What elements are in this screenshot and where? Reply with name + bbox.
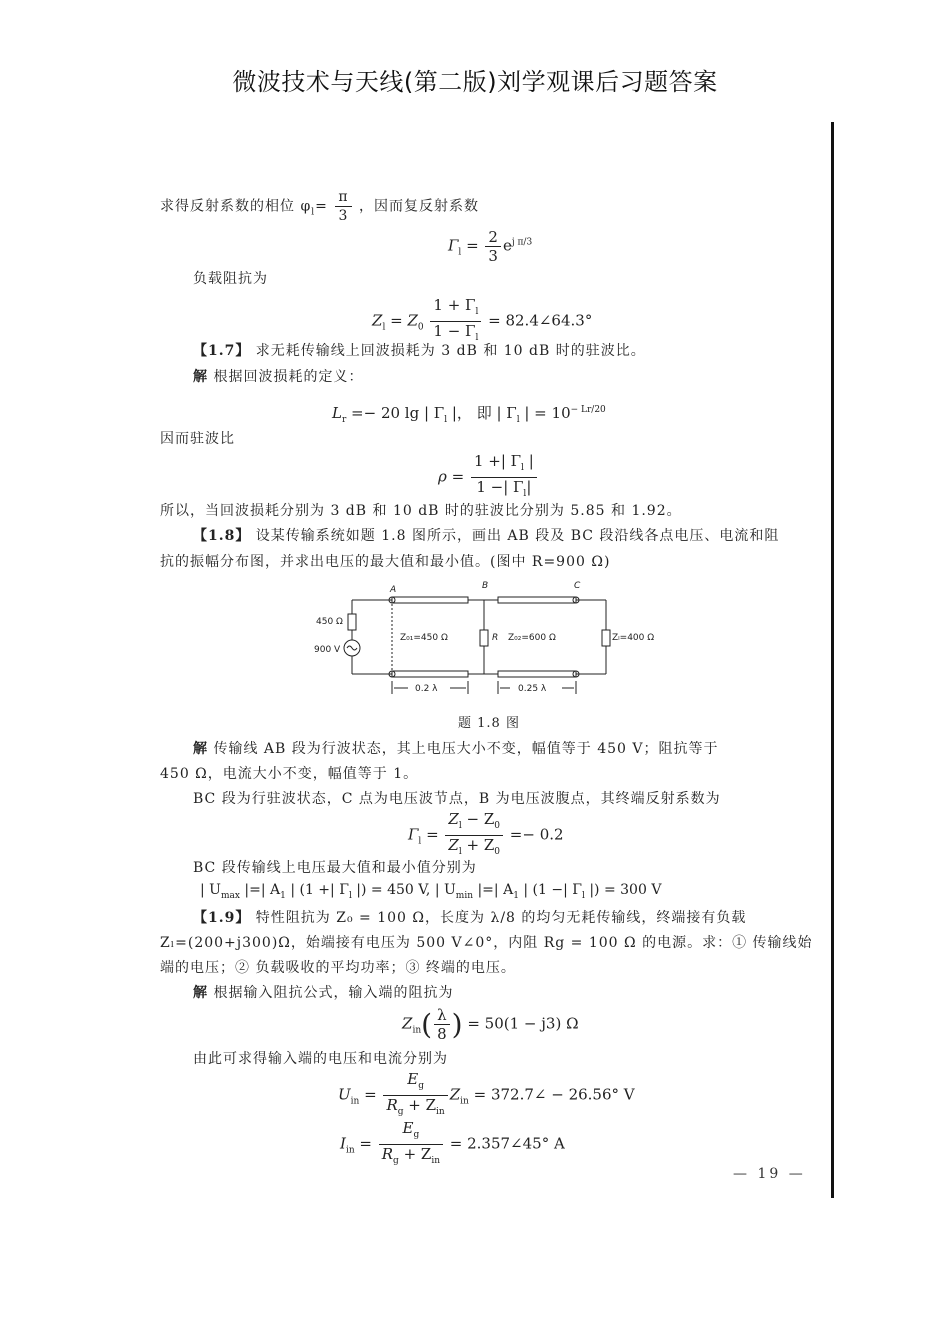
text-line: 450 Ω，电流大小不变，幅值等于 1。 xyxy=(160,766,419,782)
text-line: 抗的振幅分布图，并求出电压的最大值和最小值。(图中 R=900 Ω) xyxy=(160,554,611,570)
equation-input-current: $I_{in}$ = $\frac{E_g}{R_g + Z_{in}}$ = 2.357∠45° A xyxy=(340,1119,565,1166)
right-margin-rule xyxy=(831,122,834,1198)
page-header: 微波技术与天线(第二版)刘学观课后习题答案 xyxy=(232,68,718,96)
question-1-9: 【1.9】 特性阻抗为 Z₀ = 100 Ω，长度为 λ/8 的均匀无耗传输线，终端接有负载 xyxy=(193,910,747,926)
question-1-8: 【1.8】 设某传输系统如题 1.8 图所示，画出 AB 段及 BC 段沿线各点电压、电流和阻 xyxy=(193,528,780,544)
transmission-line-circuit-diagram xyxy=(312,578,662,698)
node-c-label: C xyxy=(574,581,581,591)
z02-label: Z₀₂=600 Ω xyxy=(508,633,556,643)
text-line: 求得反射系数的相位 $\varphi_l=$ $\frac{\pi}{3}$ ，因而复反射系数 xyxy=(160,189,479,224)
text-line: BC 段为行驻波状态，C 点为电压波节点，B 为电压波腹点，其终端反射系数为 xyxy=(193,791,721,807)
solution-1-7: 解 根据回波损耗的定义： xyxy=(193,369,364,385)
text-line: 所以，当回波损耗分别为 3 dB 和 10 dB 时的驻波比分别为 5.85 和 1.92。 xyxy=(160,503,682,519)
equation-voltage-max-min: | $U_{max}$ |=| $A_1$ | (1 +| $\Gamma_l$ |) = 450 V, | $U_{min}$ |=| $A_1$ | (1 −| $\Gamma_l$ |) = 300 V xyxy=(200,882,662,901)
source-resistance-label: 450 Ω xyxy=(316,617,343,627)
zl-label: Zₗ=400 Ω xyxy=(612,633,655,643)
question-1-7: 【1.7】 求无耗传输线上回波损耗为 3 dB 和 10 dB 时的驻波比。 xyxy=(193,343,646,359)
text-line: BC 段传输线上电压最大值和最小值分别为 xyxy=(193,860,477,876)
equation-input-impedance: $Z_{in}$( $\frac{\lambda}{8}$ ) = 50(1 − j3) Ω xyxy=(402,1006,579,1043)
z01-label: Z₀₁=450 Ω xyxy=(400,633,448,643)
equation-load-impedance: $Z_l = Z_0$ $\frac{1 + \Gamma_l}{1 - \Gamma_l}$ = 82.4∠64.3° xyxy=(372,296,593,343)
equation-reflection-bc: $\Gamma_l$ = $\frac{Z_l - Z_0}{Z_l + Z_0}$ =− 0.2 xyxy=(408,810,564,857)
text-line: Zₗ=(200+j300)Ω，始端接有电压为 500 V∠0°，内阻 Rg = 100 Ω 的电源。求：① 传输线始 xyxy=(160,935,813,951)
node-a-label: A xyxy=(390,585,397,595)
text-line: 因而驻波比 xyxy=(160,431,235,447)
equation-return-loss: $L_r =- 20$ lg | $\Gamma_l$ |， 即 | $\Gamma_l$ | = $10^{- Lr/20}$ xyxy=(332,404,606,425)
figure-caption: 题 1.8 图 xyxy=(458,716,520,731)
length-ab-label: 0.2 λ xyxy=(415,684,438,694)
solution-1-8: 解 传输线 AB 段为行波状态，其上电压大小不变，幅值等于 450 V；阻抗等于 xyxy=(193,741,719,757)
node-b-label: B xyxy=(482,581,489,591)
r-label: R xyxy=(492,633,499,643)
text-line: 端的电压；② 负载吸收的平均功率；③ 终端的电压。 xyxy=(160,960,516,976)
length-bc-label: 0.25 λ xyxy=(518,684,547,694)
text-line: 由此可求得输入端的电压和电流分别为 xyxy=(193,1051,448,1067)
source-voltage-label: 900 V xyxy=(314,645,341,655)
text-line: 负载阻抗为 xyxy=(193,271,268,287)
page-number: — 19 — xyxy=(733,1166,806,1182)
equation-input-voltage: $U_{in}$ = $\frac{E_g}{R_g + Z_{in}}$ $Z_{in}$ = 372.7∠ − 26.56° V xyxy=(338,1070,635,1117)
equation-gamma-l: $\Gamma_l$ = $\frac{2}{3}$ $e^{j \pi/3}$ xyxy=(448,228,533,265)
solution-1-9: 解 根据输入阻抗公式，输入端的阻抗为 xyxy=(193,985,454,1001)
equation-vswr: ρ = $\frac{1 +| \Gamma_l |}{1 -| \Gamma_l|}$ xyxy=(438,452,539,503)
